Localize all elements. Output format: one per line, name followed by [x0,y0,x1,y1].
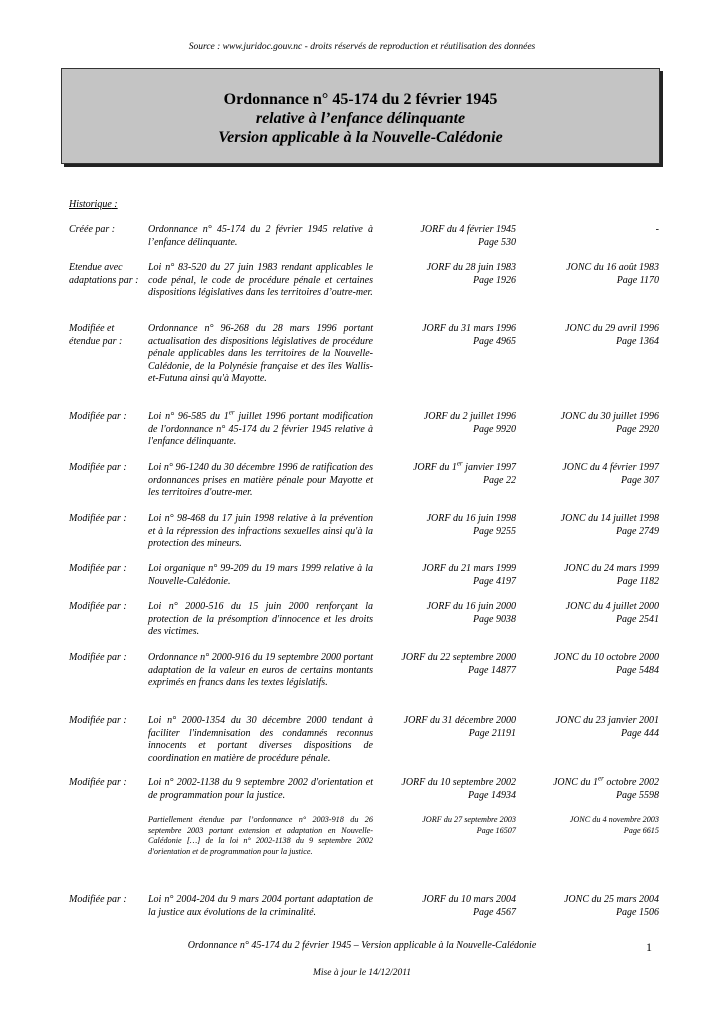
row-label: Modifiée par : [69,462,127,473]
jonc-reference [520,715,659,740]
historique-label: Historique [69,199,112,210]
row-description: Loi organique n° 99-209 du 19 mars 1999 relative à la Nouvelle-Calédonie. [148,563,373,587]
jonc-page: Page 1170 [616,274,659,286]
source-notice: Source : www.juridoc.gouv.nc - droits réservés de reproduction et réutilisation des données [188,42,536,52]
row-label: Modifiée par : [69,777,127,788]
row-label: Modifiée par : [69,411,127,422]
jonc-page: Page 1182 [616,575,659,587]
jonc-date: JONC du 23 janvier 2001 [555,715,659,726]
jorf-date: JORF du 28 juin 1983 [426,262,516,273]
jorf-page: Page 530 [477,236,516,248]
jorf-reference [378,323,516,348]
jorf-page: Page 9038 [472,613,516,625]
jonc-reference [520,323,659,348]
jonc-page: Page 5484 [615,664,659,676]
jorf-reference [378,459,516,487]
jorf-page: Page 4567 [472,906,516,918]
jorf-date: JORF du 10 septembre 2002 [401,777,516,788]
jorf-reference [378,815,516,836]
jonc-reference [520,894,659,919]
row-label: Modifiée par : [69,563,127,574]
jorf-reference [378,601,516,626]
row-label: Créée par : [69,224,116,235]
jorf-page: Page 4197 [472,575,516,587]
jonc-page: Page 2749 [615,525,659,537]
jonc-page: Page 1364 [615,335,659,347]
jonc-reference [520,411,659,436]
jorf-page: Page 9920 [472,423,516,435]
document-version: Version applicable à la Nouvelle-Calédonie [218,129,503,146]
jonc-date: JONC du 14 juillet 1998 [560,513,659,524]
jorf-reference [378,777,516,802]
row-description: Loi n° 2000-1354 du 30 décembre 2000 tendant à faciliter l'indemnisation des condamnés reconnus innocents et portant diverses dispositions de coordination en matière de procédure pénale. [148,715,373,764]
historique-colon: : [111,199,118,210]
jonc-reference [520,774,659,802]
jorf-date: JORF du 31 décembre 2000 [403,715,516,726]
jonc-page: Page 307 [620,474,659,486]
row-description: Loi n° 2002-1138 du 9 septembre 2002 d'orientation et de programmation pour la justice. [148,777,373,801]
row-description: Loi n° 98-468 du 17 juin 1998 relative à la prévention et à la répression des infractions sexuelles ainsi qu'à la protection des mineurs. [148,513,373,550]
jorf-date: JORF du 4 février 1945 [420,224,516,235]
page-footer: Ordonnance n° 45-174 du 2 février 1945 – Version applicable à la Nouvelle-Calédonie [187,940,537,951]
row-description: Ordonnance n° 2000-916 du 19 septembre 2000 portant adaptation de la valeur en euros de certains montants exprimés en francs dans les textes législatifs. [148,652,373,689]
jorf-reference [378,715,516,740]
row-description: Loi n° 96-585 du 1er juillet 1996 portant modification de l'ordonnance n° 45-174 du 2 février 1945 relative à l'enfance délinquante. [148,408,373,448]
jorf-date: JORF du 16 juin 2000 [426,601,516,612]
row-description: Loi n° 2004-204 du 9 mars 2004 portant adaptation de la justice aux évolutions de la criminalité. [148,894,373,918]
jorf-page: Page 14934 [467,789,516,801]
jonc-date: JONC du 24 mars 1999 [563,563,659,574]
row-label: Modifiée par : [69,652,127,663]
jorf-reference [378,563,516,588]
jonc-reference [520,513,659,538]
row-description: Partiellement étendue par l’ordonnance n° 2003-918 du 26 septembre 2003 portant extension et adaptation en Nouvelle-Calédonie […] de la loi n° 2002-1138 du 9 septembre 2002 d'orientation et de programmation pour la justice. [148,815,373,856]
jonc-date: JONC du 16 août 1983 [566,262,659,273]
jonc-reference [520,462,659,487]
jorf-reference [378,513,516,538]
document-subtitle: relative à l’enfance délinquante [255,110,466,127]
jorf-date: JORF du 16 juin 1998 [426,513,516,524]
jonc-reference [520,652,659,677]
jonc-page: Page 1506 [615,906,659,918]
jorf-date: JORF du 22 septembre 2000 [401,652,516,663]
jorf-page: Page 9255 [472,525,516,537]
row-description: Loi n° 96-1240 du 30 décembre 1996 de ratification des ordonnances prises en matière pénale pour Mayotte et les territoires d'outre-mer. [148,462,373,499]
jorf-date: JORF du 21 mars 1999 [422,563,516,574]
row-description: Loi n° 2000-516 du 15 juin 2000 renforçant la protection de la présomption d'innocence et les droits des victimes. [148,601,373,638]
row-label: Modifiée par : [69,601,127,612]
jonc-page: Page 2541 [615,613,659,625]
row-label: Modifiée par : [69,513,127,524]
row-description: Loi n° 83-520 du 27 juin 1983 rendant applicables le code pénal, le code de procédure pénale et certaines dispositions législatives dans les territoires d’outre-mer. [148,262,373,299]
jorf-reference [378,894,516,919]
jonc-reference [520,601,659,626]
jorf-reference [378,652,516,677]
jorf-reference [378,224,516,249]
jorf-date: JORF du 2 juillet 1996 [423,411,516,422]
jonc-reference [520,815,659,836]
jorf-page: Page 21191 [468,727,516,739]
jorf-date: JORF du 27 septembre 2003 [422,815,516,824]
jorf-reference [378,262,516,287]
jonc-page: Page 6615 [623,825,659,835]
jorf-page: Page 14877 [467,664,516,676]
jorf-page: Page 22 [482,474,516,486]
row-label: Modifiée par : [69,894,127,905]
title-box [61,68,660,164]
jonc-date: JONC du 30 juillet 1996 [560,411,659,422]
jonc-date: JONC du 4 février 1997 [562,462,659,473]
document-title: Ordonnance n° 45-174 du 2 février 1945 [223,91,498,108]
jonc-date: JONC du 25 mars 2004 [563,894,659,905]
jonc-page: Page 2920 [615,423,659,435]
jonc-page: Page 444 [620,727,659,739]
row-description: Ordonnance n° 45-174 du 2 février 1945 relative à l’enfance délinquante. [148,224,373,248]
jonc-reference [520,262,659,287]
row-label: Modifiée par : [69,715,127,726]
jonc-date: JONC du 29 avril 1996 [565,323,659,334]
row-description: Ordonnance n° 96-268 du 28 mars 1996 portant actualisation des dispositions législatives de procédure pénale applicables dans les territoires de la Nouvelle-Calédonie, de la Polynésie française et des îles Wallis-et-Futuna ainsi qu'à Mayotte. [148,323,373,385]
page-number: 1 [646,940,652,954]
jonc-date: JONC du 1er octobre 2002 [552,774,659,788]
historique-heading [69,199,118,210]
jorf-page: Page 4965 [472,335,516,347]
jorf-date: JORF du 31 mars 1996 [422,323,516,334]
jonc-page: Page 5598 [615,789,659,801]
jonc-date: - [655,224,659,235]
jorf-page: Page 16507 [476,825,516,835]
jonc-date: JONC du 10 octobre 2000 [553,652,659,663]
update-date: Mise à jour le 14/12/2011 [313,968,411,978]
row-label: Etendue avec adaptations par : [69,262,139,286]
jorf-date: JORF du 1er janvier 1997 [412,459,516,473]
jonc-reference [520,563,659,588]
jorf-reference [378,411,516,436]
jonc-date: JONC du 4 juillet 2000 [565,601,659,612]
jorf-date: JORF du 10 mars 2004 [422,894,516,905]
jorf-page: Page 1926 [472,274,516,286]
row-label: Modifiée et étendue par : [69,323,123,347]
jonc-reference [520,224,659,237]
jonc-date: JONC du 4 novembre 2003 [569,815,659,824]
